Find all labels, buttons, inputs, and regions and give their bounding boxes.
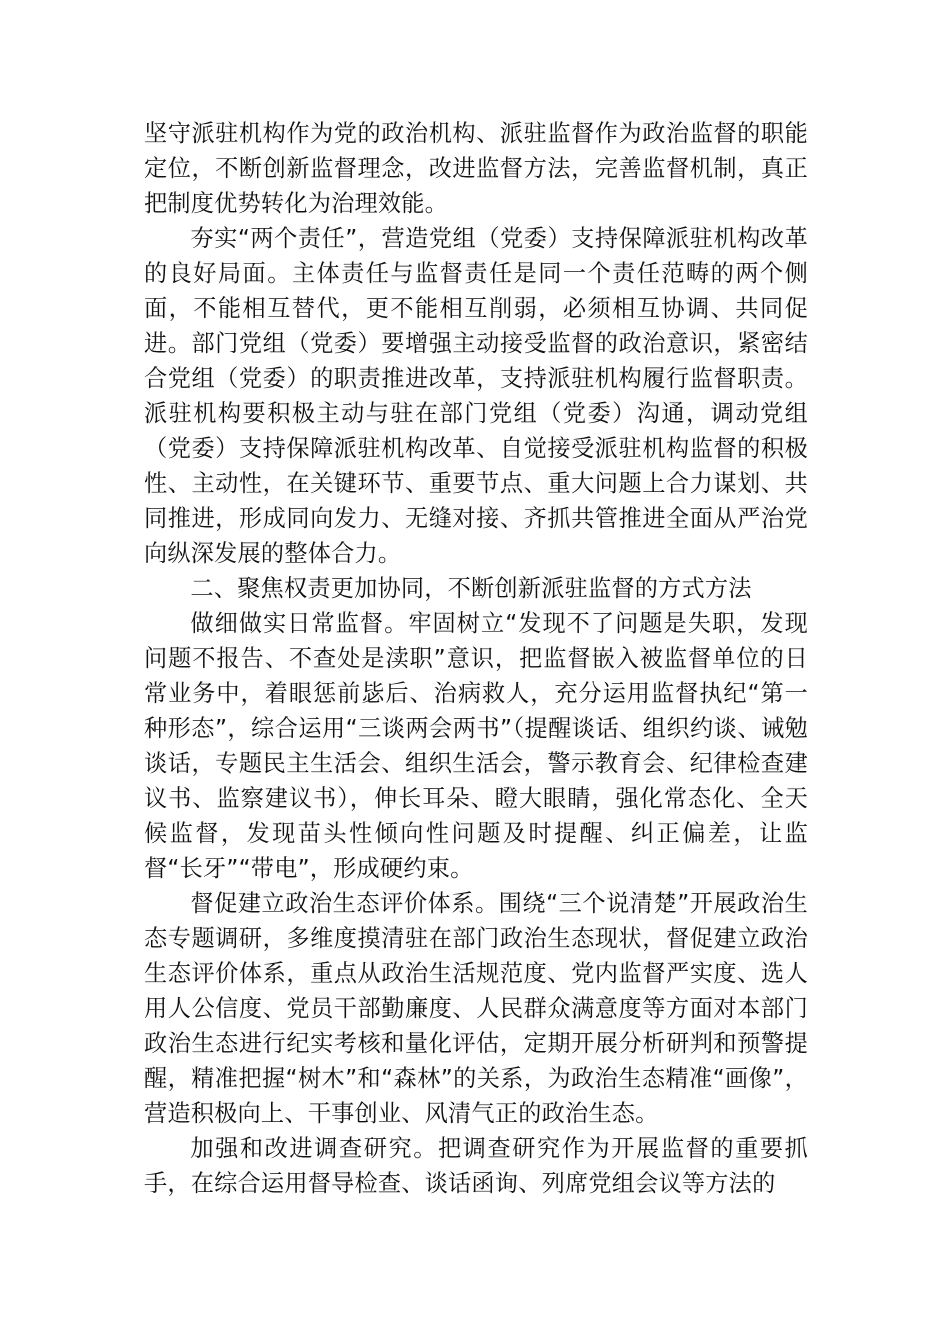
document-page [144,116,808,1201]
paragraph-political-ecology: 督促建立政治生态评价体系。围绕“三个说清楚”开展政治生态专题调研，多维度摸清驻在部门政治生态现状，督促建立政治生态评价体系，重点从政治生活规范度、党内监督严实度、选人用人公信度、党员干部勤廉度、人民群众满意度等方面对本部门政治生态进行纪实考核和量化评估，定期开展分析研判和预警提醒，精准把握“树木”和“森林”的关系，为政治生态精准“画像”，营造积极向上、干事创业、风清气正的政治生态。 [144,890,808,1127]
paragraph-daily-supervision: 做细做实日常监督。牢固树立“发现不了问题是失职，发现问题不报告、不查处是渎职”意识，把监督嵌入被监督单位的日常业务中，着眼惩前毖后、治病救人，充分运用监督执纪“第一种形态”，综合运用“三谈两会两书”（提醒谈话、组织约谈、诫勉谈话，专题民主生活会、组织生活会，警示教育会、纪律检查建议书、监察建议书），伸长耳朵、瞪大眼睛，强化常态化、全天候监督，发现苗头性倾向性问题及时提醒、纠正偏差，让监督“长牙”“带电”，形成硬约束。 [144,610,808,882]
section-heading-two: 二、聚焦权责更加协同，不断创新派驻监督的方式方法 [190,575,752,602]
paragraph-two-responsibilities: 夯实“两个责任”，营造党组（党委）支持保障派驻机构改革的良好局面。主体责任与监督责任是同一个责任范畴的两个侧面，不能相互替代，更不能相互削弱，必须相互协调、共同促进。部门党组（党委）要增强主动接受监督的政治意识，紧密结合党组（党委）的职责推进改革，支持派驻机构履行监督职责。派驻机构要积极主动与驻在部门党组（党委）沟通，调动党组（党委）支持保障派驻机构改革、自觉接受派驻机构监督的积极性、主动性，在关键环节、重要节点、重大问题上合力谋划、共同推进，形成同向发力、无缝对接、齐抓共管推进全面从严治党向纵深发展的整体合力。 [144,225,808,567]
paragraph-research: 加强和改进调查研究。把调查研究作为开展监督的重要抓手，在综合运用督导检查、谈话函询、列席党组会议等方法的 [144,1135,808,1197]
paragraph-continuation: 坚守派驻机构作为党的政治机构、派驻监督作为政治监督的职能定位，不断创新监督理念，改进监督方法，完善监督机制，真正把制度优势转化为治理效能。 [144,120,808,217]
